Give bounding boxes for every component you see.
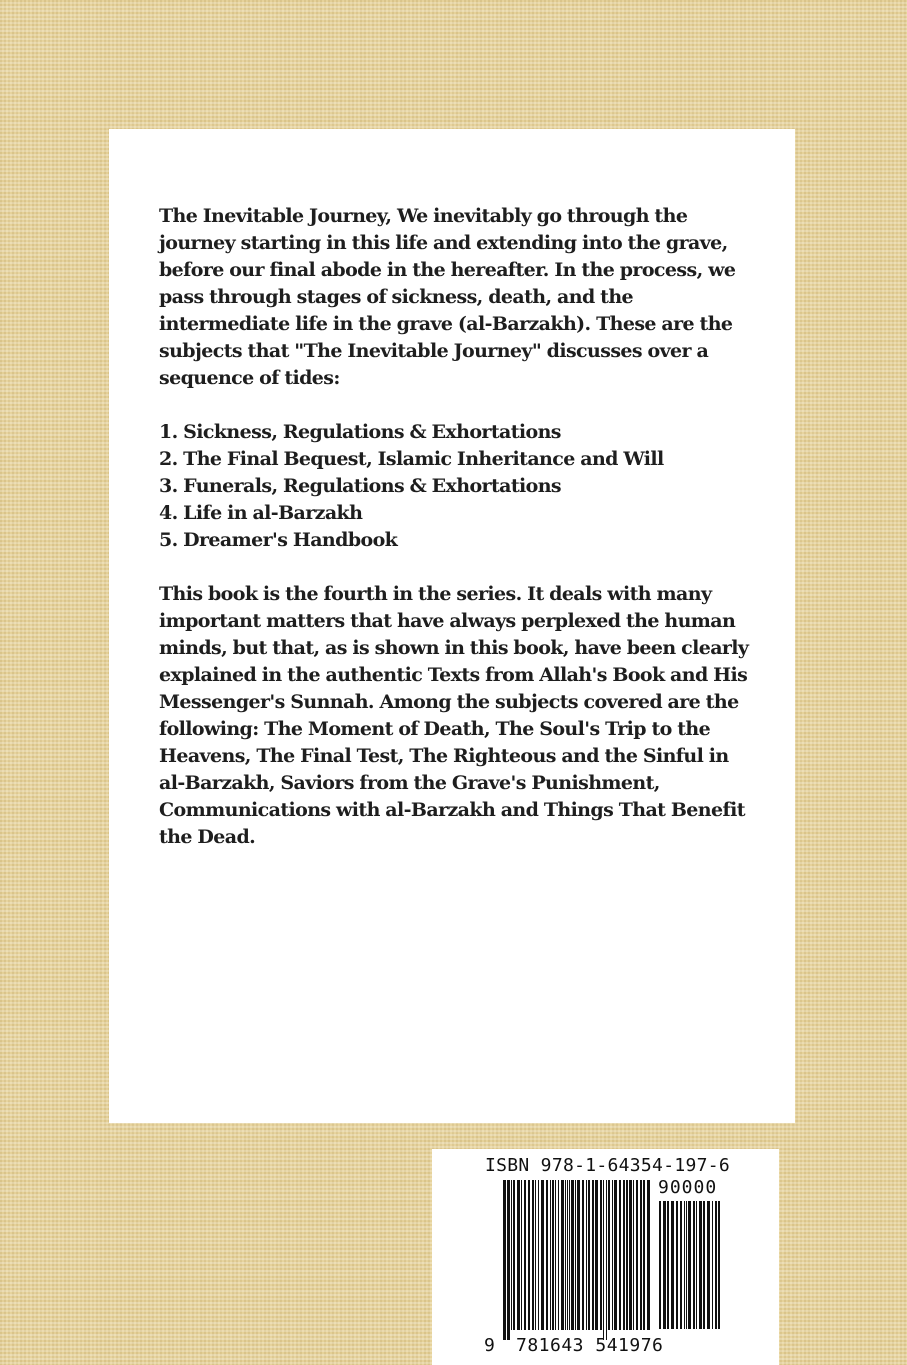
barcode-bar [569, 1180, 570, 1330]
barcode-bar [532, 1180, 534, 1330]
barcode-bar [565, 1180, 566, 1330]
barcode-bar [640, 1180, 642, 1330]
barcode-bar [524, 1180, 526, 1330]
barcode-bar [586, 1180, 587, 1330]
ean-barcode-icon [502, 1180, 652, 1340]
barcode-bar [703, 1201, 705, 1329]
barcode-bar [626, 1180, 628, 1330]
barcode-bar [546, 1180, 548, 1330]
barcode-bar [603, 1180, 604, 1340]
barcode-bar [528, 1180, 530, 1330]
barcode-bar [550, 1180, 551, 1330]
barcode-bar [623, 1180, 625, 1330]
addon-barcode-icon [658, 1201, 720, 1329]
barcode-bar [619, 1180, 621, 1330]
barcode-bar [517, 1180, 520, 1330]
barcode-bar [633, 1180, 634, 1330]
barcode-bar [629, 1180, 632, 1330]
barcode-bar [571, 1180, 574, 1330]
barcode-bar [600, 1180, 602, 1330]
barcode-bar [712, 1201, 713, 1329]
barcode-bar [558, 1180, 559, 1330]
barcode-bar [718, 1201, 720, 1329]
barcode-bar [595, 1180, 598, 1330]
barcode-bar [535, 1180, 536, 1330]
series-item-2: 2. The Final Bequest, Islamic Inheritance and Will [159, 448, 664, 470]
barcode-bar [659, 1201, 661, 1329]
series-item-3: 3. Funerals, Regulations & Exhortations [159, 475, 562, 497]
barcode-bar [588, 1180, 590, 1330]
addon-code: 90000 [658, 1177, 718, 1198]
barcode-bar [513, 1180, 515, 1330]
series-list [159, 419, 759, 554]
barcode-bar [511, 1180, 512, 1330]
description-panel [109, 129, 795, 1123]
barcode-bar [671, 1201, 674, 1329]
barcode-bar [582, 1180, 584, 1330]
barcode-bar [608, 1180, 610, 1330]
barcode-bar [643, 1180, 645, 1330]
barcode-bar [521, 1180, 522, 1330]
barcode-bar [693, 1201, 695, 1329]
barcode-bar [680, 1201, 682, 1329]
barcode-bar [606, 1180, 607, 1340]
barcode-bar [707, 1201, 710, 1329]
body-paragraph: This book is the fourth in the series. It deals with many important matters that have always perplexed the human minds, but that, as is shown in this book, have been clearly explained in the authentic Texts from Allah's Book and His Messenger's Sunnah. Among the subjects covered are the following: The Moment of Death, The Soul's Trip to the Heavens, The Final Test, The Righteous and the Sinful in al-Barzakh, Saviors from the Grave's Punishment, Communications with al-Barzakh and Things That Benefit the Dead. [159, 583, 749, 848]
barcode-bar [592, 1180, 594, 1330]
barcode-bar [667, 1201, 669, 1329]
series-item-1: 1. Sickness, Regulations & Exhortations [159, 421, 561, 443]
barcode-bar [555, 1180, 556, 1330]
barcode-bar [541, 1180, 544, 1330]
barcode-bar [575, 1180, 576, 1330]
barcode-bar [538, 1180, 539, 1330]
barcode-bar [676, 1201, 678, 1329]
barcode-bar [647, 1180, 650, 1330]
description-text [159, 203, 759, 851]
barcode-bar [696, 1201, 697, 1329]
barcode-bar [688, 1201, 691, 1329]
barcode-bar [715, 1201, 717, 1329]
barcode-bar [614, 1180, 617, 1330]
barcode-bar [686, 1201, 687, 1329]
series-item-5: 5. Dreamer's Handbook [159, 529, 398, 551]
barcode-bar [663, 1201, 666, 1329]
intro-paragraph: The Inevitable Journey, We inevitably go through the journey starting in this life and extending into the grave, before our final abode in the hereafter. In the process, we pass through stages of sickness, death, and the intermediate life in the grave (al-Barzakh). These are the subjects that "The Inevitable Journey" discusses over a sequence of tides: [159, 205, 736, 389]
barcode-bar [636, 1180, 638, 1330]
barcode-bar [503, 1180, 506, 1340]
barcode-bar [699, 1201, 702, 1329]
isbn-label: ISBN 978-1-64354-197-6 [485, 1155, 731, 1176]
barcode-bar [684, 1201, 685, 1329]
barcode-box [432, 1149, 779, 1365]
barcode-bar [507, 1180, 510, 1340]
barcode-bar [561, 1180, 564, 1330]
barcode-bar [612, 1180, 613, 1330]
barcode-bar [577, 1180, 580, 1330]
barcode-bar [567, 1180, 568, 1330]
barcode-bar [552, 1180, 554, 1330]
barcode-digits: 781643 541976 [516, 1335, 664, 1356]
series-item-4: 4. Life in al-Barzakh [159, 502, 363, 524]
barcode-lead-digit: 9 [484, 1335, 495, 1356]
